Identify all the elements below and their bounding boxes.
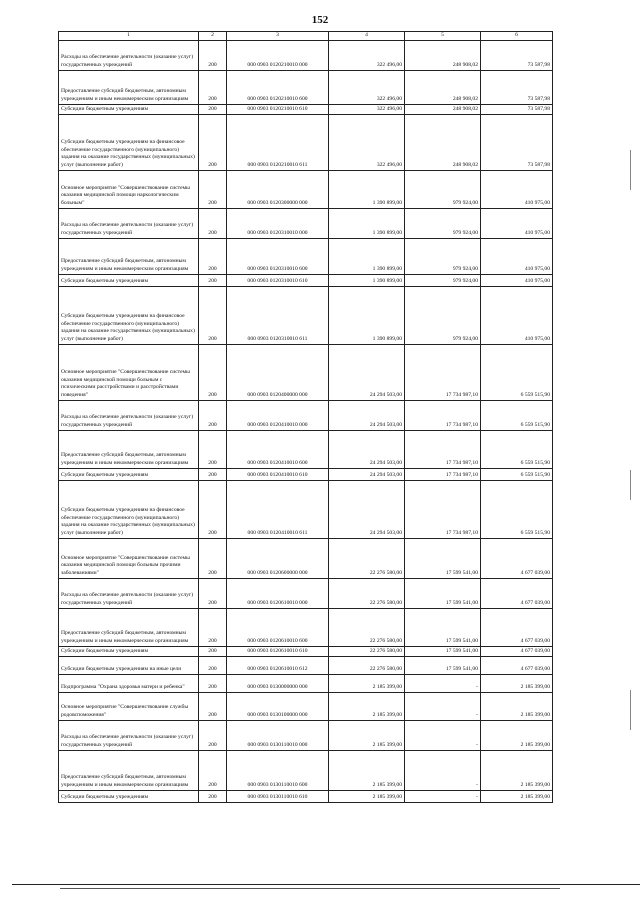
table-row xyxy=(59,104,553,114)
row-value-4-cell: 2 185 399,00 xyxy=(329,750,405,790)
row-value-4-cell: 22 276 580,00 xyxy=(329,608,405,646)
table-row xyxy=(59,286,553,344)
row-value-6-cell: 410 975,00 xyxy=(481,286,553,344)
row-value-6-cell: 4 677 039,00 xyxy=(481,608,553,646)
table-row xyxy=(59,538,553,578)
row-kbk-cell: 000 0903 0130110010 610 xyxy=(227,790,329,802)
row-value-4-cell: 24 294 503,00 xyxy=(329,344,405,400)
row-kbk-cell: 000 0903 0120610010 610 xyxy=(227,646,329,656)
row-kbk-cell: 000 0903 0120400000 000 xyxy=(227,344,329,400)
row-value-4-cell: 22 276 580,00 xyxy=(329,538,405,578)
column-header: 4 xyxy=(329,32,405,41)
row-code-cell: 200 xyxy=(199,656,227,674)
row-name-cell: Предоставление субсидий бюджетным, автономным учреждениям и иным некоммерческим организациям xyxy=(59,750,199,790)
row-name-cell: Субсидии бюджетным учреждениям на финансовое обеспечение государственного (муниципального) задания на оказание государственных (муниципальных) услуг (выполнение работ) xyxy=(59,480,199,538)
row-name-cell: Субсидии бюджетным учреждениям на финансовое обеспечение государственного (муниципального) задания на оказание государственных (муниципальных) услуг (выполнение работ) xyxy=(59,114,199,170)
row-value-5-cell: 979 924,00 xyxy=(405,208,481,238)
row-value-6-cell: 6 559 515,90 xyxy=(481,400,553,430)
row-code-cell: 200 xyxy=(199,286,227,344)
row-kbk-cell: 000 0903 0120210010 600 xyxy=(227,70,329,104)
row-value-4-cell: 1 390 899,00 xyxy=(329,170,405,208)
budget-table xyxy=(58,31,553,803)
row-value-6-cell: 2 185 399,00 xyxy=(481,692,553,720)
row-code-cell: 200 xyxy=(199,750,227,790)
row-value-6-cell: 73 587,98 xyxy=(481,40,553,70)
row-value-4-cell: 322 496,00 xyxy=(329,104,405,114)
row-value-5-cell: 17 599 541,00 xyxy=(405,656,481,674)
row-value-5-cell: 979 924,00 xyxy=(405,286,481,344)
row-value-5-cell: 248 908,02 xyxy=(405,40,481,70)
row-value-6-cell: 4 677 039,00 xyxy=(481,538,553,578)
row-kbk-cell: 000 0903 0120610010 612 xyxy=(227,656,329,674)
row-value-5-cell: 248 908,02 xyxy=(405,114,481,170)
row-value-4-cell: 322 496,00 xyxy=(329,114,405,170)
row-code-cell: 200 xyxy=(199,720,227,750)
row-value-6-cell: 410 975,00 xyxy=(481,170,553,208)
row-kbk-cell: 000 0903 0130110010 600 xyxy=(227,750,329,790)
row-code-cell: 200 xyxy=(199,608,227,646)
row-kbk-cell: 000 0903 0120210010 000 xyxy=(227,40,329,70)
row-value-5-cell: 248 908,02 xyxy=(405,70,481,104)
table-row xyxy=(59,790,553,802)
row-kbk-cell: 000 0903 0120310010 600 xyxy=(227,238,329,274)
table-row xyxy=(59,430,553,468)
table-row xyxy=(59,238,553,274)
row-name-cell: Субсидии бюджетным учреждениям xyxy=(59,790,199,802)
row-name-cell: Подпрограмма "Охрана здоровья матери и ребенка" xyxy=(59,674,199,692)
row-name-cell: Основное мероприятие "Совершенствование системы оказания медицинской помощи больным прочими заболеваниями" xyxy=(59,538,199,578)
row-kbk-cell: 000 0903 0120410010 611 xyxy=(227,480,329,538)
row-code-cell: 200 xyxy=(199,674,227,692)
table-row xyxy=(59,674,553,692)
table-row xyxy=(59,70,553,104)
row-code-cell: 200 xyxy=(199,344,227,400)
row-value-5-cell: 17 734 987,10 xyxy=(405,344,481,400)
row-value-6-cell: 4 677 039,00 xyxy=(481,656,553,674)
row-code-cell: 200 xyxy=(199,40,227,70)
row-code-cell: 200 xyxy=(199,480,227,538)
row-value-5-cell: - xyxy=(405,790,481,802)
row-kbk-cell: 000 0903 0130000000 000 xyxy=(227,674,329,692)
row-value-6-cell: 6 559 515,90 xyxy=(481,468,553,480)
row-value-4-cell: 2 185 399,00 xyxy=(329,720,405,750)
row-code-cell: 200 xyxy=(199,468,227,480)
row-code-cell: 200 xyxy=(199,208,227,238)
row-value-6-cell: 410 975,00 xyxy=(481,238,553,274)
row-value-4-cell: 322 496,00 xyxy=(329,70,405,104)
row-value-5-cell: 979 924,00 xyxy=(405,238,481,274)
row-kbk-cell: 000 0903 0120300000 000 xyxy=(227,170,329,208)
row-kbk-cell: 000 0903 0120310010 000 xyxy=(227,208,329,238)
table-body xyxy=(59,40,553,802)
row-value-4-cell: 2 185 399,00 xyxy=(329,790,405,802)
row-name-cell: Основное мероприятие "Совершенствование системы оказания медицинской помощи больным с психическими расстройствами и расстройствами поведения" xyxy=(59,344,199,400)
row-value-5-cell: - xyxy=(405,720,481,750)
row-kbk-cell: 000 0903 0130110010 000 xyxy=(227,720,329,750)
row-value-4-cell: 24 294 503,00 xyxy=(329,468,405,480)
row-value-5-cell: 17 734 987,10 xyxy=(405,480,481,538)
row-value-5-cell: - xyxy=(405,674,481,692)
row-name-cell: Основное мероприятие "Совершенствование службы родовспоможения" xyxy=(59,692,199,720)
row-kbk-cell: 000 0903 0120610010 600 xyxy=(227,608,329,646)
table-row xyxy=(59,480,553,538)
table-row xyxy=(59,400,553,430)
row-value-4-cell: 1 390 899,00 xyxy=(329,208,405,238)
row-name-cell: Предоставление субсидий бюджетным, автономным учреждениям и иным некоммерческим организациям xyxy=(59,430,199,468)
row-name-cell: Субсидии бюджетным учреждениям на финансовое обеспечение государственного (муниципального) задания на оказание государственных (муниципальных) услуг (выполнение работ) xyxy=(59,286,199,344)
row-name-cell: Расходы на обеспечение деятельности (оказание услуг) государственных учреждений xyxy=(59,208,199,238)
row-name-cell: Расходы на обеспечение деятельности (оказание услуг) государственных учреждений xyxy=(59,40,199,70)
row-code-cell: 200 xyxy=(199,274,227,286)
row-value-5-cell: 17 599 541,00 xyxy=(405,538,481,578)
row-code-cell: 200 xyxy=(199,170,227,208)
page-bottom-rule-secondary xyxy=(60,888,560,889)
page-bottom-rule xyxy=(12,884,640,885)
row-value-5-cell: 17 599 541,00 xyxy=(405,608,481,646)
row-value-6-cell: 6 559 515,90 xyxy=(481,480,553,538)
row-kbk-cell: 000 0903 0120410010 610 xyxy=(227,468,329,480)
row-code-cell: 200 xyxy=(199,70,227,104)
row-value-4-cell: 1 390 899,00 xyxy=(329,238,405,274)
row-value-5-cell: 979 924,00 xyxy=(405,274,481,286)
row-name-cell: Основное мероприятие "Совершенствование системы оказания медицинской помощи наркологическим больным" xyxy=(59,170,199,208)
row-value-4-cell: 24 294 503,00 xyxy=(329,400,405,430)
scan-artifact xyxy=(630,690,631,730)
row-kbk-cell: 000 0903 0120410010 000 xyxy=(227,400,329,430)
row-value-4-cell: 1 390 899,00 xyxy=(329,274,405,286)
column-header: 3 xyxy=(227,32,329,41)
row-value-6-cell: 73 587,98 xyxy=(481,104,553,114)
column-header: 2 xyxy=(199,32,227,41)
row-name-cell: Предоставление субсидий бюджетным, автономным учреждениям и иным некоммерческим организациям xyxy=(59,238,199,274)
row-code-cell: 200 xyxy=(199,430,227,468)
column-header: 6 xyxy=(481,32,553,41)
row-value-5-cell: 248 908,02 xyxy=(405,104,481,114)
row-value-4-cell: 22 276 580,00 xyxy=(329,646,405,656)
row-kbk-cell: 000 0903 0120410010 600 xyxy=(227,430,329,468)
row-value-4-cell: 2 185 399,00 xyxy=(329,692,405,720)
row-value-6-cell: 2 185 399,00 xyxy=(481,790,553,802)
row-kbk-cell: 000 0903 0120210010 611 xyxy=(227,114,329,170)
row-code-cell: 200 xyxy=(199,114,227,170)
row-name-cell: Расходы на обеспечение деятельности (оказание услуг) государственных учреждений xyxy=(59,400,199,430)
row-value-6-cell: 2 185 399,00 xyxy=(481,750,553,790)
row-value-5-cell: 17 734 987,10 xyxy=(405,430,481,468)
row-code-cell: 200 xyxy=(199,578,227,608)
row-value-4-cell: 24 294 503,00 xyxy=(329,480,405,538)
row-kbk-cell: 000 0903 0120600000 000 xyxy=(227,538,329,578)
row-value-5-cell: - xyxy=(405,750,481,790)
row-value-5-cell: 979 924,00 xyxy=(405,170,481,208)
row-name-cell: Предоставление субсидий бюджетным, автономным учреждениям и иным некоммерческим организациям xyxy=(59,70,199,104)
row-code-cell: 200 xyxy=(199,104,227,114)
column-header: 1 xyxy=(59,32,199,41)
row-code-cell: 200 xyxy=(199,646,227,656)
table-row xyxy=(59,114,553,170)
row-code-cell: 200 xyxy=(199,400,227,430)
row-value-4-cell: 2 185 399,00 xyxy=(329,674,405,692)
row-kbk-cell: 000 0903 0130100000 000 xyxy=(227,692,329,720)
row-value-6-cell: 410 975,00 xyxy=(481,208,553,238)
row-value-4-cell: 322 496,00 xyxy=(329,40,405,70)
table-row xyxy=(59,720,553,750)
table-row xyxy=(59,170,553,208)
row-code-cell: 200 xyxy=(199,538,227,578)
table-row xyxy=(59,692,553,720)
row-value-6-cell: 2 185 399,00 xyxy=(481,674,553,692)
row-name-cell: Субсидии бюджетным учреждениям xyxy=(59,646,199,656)
row-value-6-cell: 73 587,98 xyxy=(481,114,553,170)
table-row xyxy=(59,608,553,646)
row-name-cell: Предоставление субсидий бюджетным, автономным учреждениям и иным некоммерческим организациям xyxy=(59,608,199,646)
row-kbk-cell: 000 0903 0120610010 000 xyxy=(227,578,329,608)
scan-artifact xyxy=(630,150,631,190)
table-row xyxy=(59,40,553,70)
row-value-4-cell: 22 276 580,00 xyxy=(329,656,405,674)
row-kbk-cell: 000 0903 0120210010 610 xyxy=(227,104,329,114)
row-value-6-cell: 4 677 039,00 xyxy=(481,646,553,656)
page-number: 152 xyxy=(311,14,329,26)
row-value-6-cell: 6 559 515,90 xyxy=(481,430,553,468)
table-row xyxy=(59,578,553,608)
column-header: 5 xyxy=(405,32,481,41)
table-header-row xyxy=(59,32,553,41)
row-name-cell: Субсидии бюджетным учреждениям xyxy=(59,468,199,480)
row-kbk-cell: 000 0903 0120310010 611 xyxy=(227,286,329,344)
row-code-cell: 200 xyxy=(199,692,227,720)
table-row xyxy=(59,208,553,238)
row-value-6-cell: 6 559 515,90 xyxy=(481,344,553,400)
row-value-5-cell: 17 734 987,10 xyxy=(405,468,481,480)
row-value-5-cell: 17 734 987,10 xyxy=(405,400,481,430)
row-value-5-cell: 17 599 541,00 xyxy=(405,646,481,656)
row-code-cell: 200 xyxy=(199,790,227,802)
scan-artifact xyxy=(630,470,631,500)
table-row xyxy=(59,468,553,480)
table-row xyxy=(59,274,553,286)
row-name-cell: Расходы на обеспечение деятельности (оказание услуг) государственных учреждений xyxy=(59,578,199,608)
row-name-cell: Расходы на обеспечение деятельности (оказание услуг) государственных учреждений xyxy=(59,720,199,750)
row-value-6-cell: 73 587,98 xyxy=(481,70,553,104)
row-value-6-cell: 2 185 399,00 xyxy=(481,720,553,750)
row-kbk-cell: 000 0903 0120310010 610 xyxy=(227,274,329,286)
table-row xyxy=(59,344,553,400)
row-value-5-cell: - xyxy=(405,692,481,720)
row-name-cell: Субсидии бюджетным учреждениям xyxy=(59,104,199,114)
row-value-4-cell: 22 276 580,00 xyxy=(329,578,405,608)
table-row xyxy=(59,646,553,656)
row-code-cell: 200 xyxy=(199,238,227,274)
table-row xyxy=(59,750,553,790)
row-value-4-cell: 1 390 899,00 xyxy=(329,286,405,344)
row-value-4-cell: 24 294 503,00 xyxy=(329,430,405,468)
row-name-cell: Субсидии бюджетным учреждениям xyxy=(59,274,199,286)
row-name-cell: Субсидии бюджетным учреждениям на иные цели xyxy=(59,656,199,674)
row-value-6-cell: 4 677 039,00 xyxy=(481,578,553,608)
row-value-5-cell: 17 599 541,00 xyxy=(405,578,481,608)
row-value-6-cell: 410 975,00 xyxy=(481,274,553,286)
table-row xyxy=(59,656,553,674)
